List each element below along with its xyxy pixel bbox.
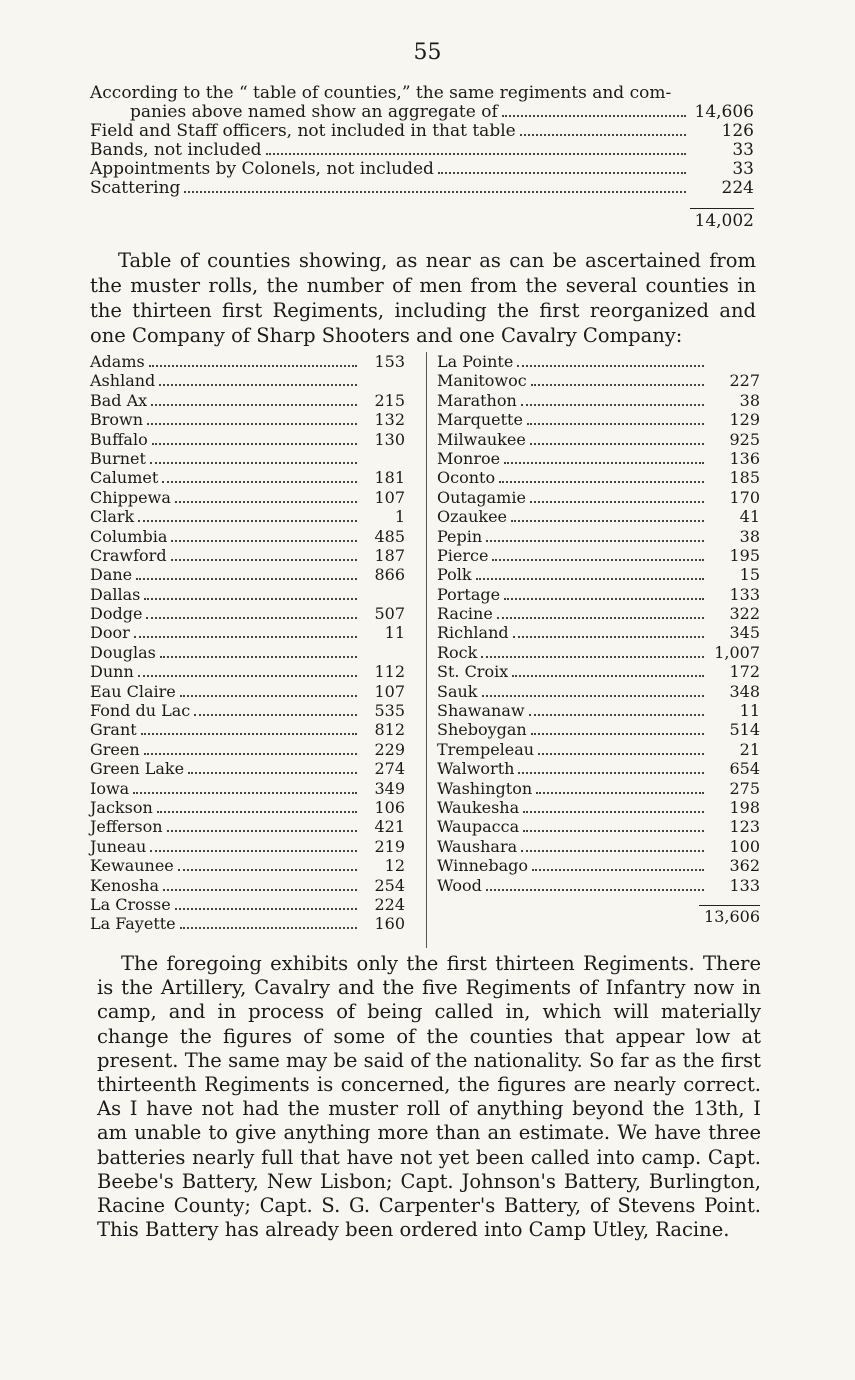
county-count: 507 (374, 604, 405, 624)
county-name: Milwaukee (437, 429, 526, 449)
dot-leader (149, 365, 357, 367)
county-name: Pepin (437, 526, 483, 546)
dot-leader (151, 404, 357, 406)
dot-leader (497, 617, 704, 619)
dot-leader (171, 540, 357, 542)
summary-value: 33 (732, 140, 754, 160)
summary-label: Field and Staff officers, not included in that table (90, 121, 516, 141)
county-row (90, 720, 405, 739)
county-count: 170 (729, 487, 760, 507)
dot-leader (530, 501, 704, 503)
dot-leader (518, 772, 704, 774)
dot-leader (521, 404, 704, 406)
county-name: Dodge (90, 604, 143, 624)
summary-row (90, 141, 754, 160)
county-row (437, 662, 760, 681)
county-count: 925 (729, 429, 760, 449)
summary-value: 33 (732, 159, 754, 179)
dot-leader (486, 540, 704, 542)
county-name: Waukesha (437, 797, 520, 817)
county-name: Richland (437, 623, 509, 643)
dot-leader (175, 908, 357, 910)
county-name: Buffalo (90, 429, 148, 449)
column-divider (426, 352, 427, 948)
dot-leader (530, 443, 704, 445)
county-name: Juneau (90, 836, 147, 856)
county-count: 535 (374, 701, 405, 721)
dot-leader (150, 462, 357, 464)
county-row (90, 876, 405, 895)
county-name: La Pointe (437, 352, 514, 371)
county-name: Monroe (437, 448, 501, 468)
summary-row (90, 122, 754, 141)
county-count: 187 (374, 545, 405, 565)
county-row (437, 585, 760, 604)
dot-leader (162, 481, 357, 483)
county-row (90, 585, 405, 604)
county-name: Adams (90, 352, 145, 371)
county-row (90, 798, 405, 817)
county-count: 274 (374, 759, 405, 779)
county-count: 129 (729, 410, 760, 430)
county-name: Racine (437, 604, 493, 624)
county-count: 654 (729, 759, 760, 779)
dot-leader (180, 927, 357, 929)
county-count: 132 (374, 410, 405, 430)
county-name: Jefferson (90, 817, 163, 837)
county-count: 514 (729, 720, 760, 740)
page-number: 55 (413, 40, 442, 65)
county-name: Dane (90, 565, 133, 585)
county-count: 100 (729, 836, 760, 856)
summary-total-row (90, 209, 754, 233)
dot-leader (147, 423, 357, 425)
dot-leader (175, 501, 357, 503)
dot-leader (482, 695, 705, 697)
county-count: 349 (374, 778, 405, 798)
county-name: Green (90, 739, 140, 759)
county-count: 224 (374, 894, 405, 914)
dot-leader (520, 134, 686, 136)
dot-leader (136, 578, 357, 580)
county-name: Shawanaw (437, 701, 525, 721)
dot-leader (499, 481, 704, 483)
county-name: Burnet (90, 448, 146, 468)
county-count: 866 (374, 565, 405, 585)
county-name: Marquette (437, 410, 523, 430)
county-name: Calumet (90, 468, 159, 488)
county-row (90, 507, 405, 526)
county-row (90, 662, 405, 681)
county-count: 38 (739, 390, 760, 410)
county-count: 345 (729, 623, 760, 643)
county-row (90, 565, 405, 584)
county-count: 107 (374, 487, 405, 507)
county-count: 215 (374, 390, 405, 410)
dot-leader (513, 636, 704, 638)
dot-leader (481, 656, 704, 658)
county-row (437, 565, 760, 584)
dot-leader (133, 792, 357, 794)
dot-leader (138, 675, 357, 677)
county-row (90, 623, 405, 642)
dot-leader (163, 889, 357, 891)
dot-leader (527, 423, 704, 425)
county-row (437, 604, 760, 623)
county-name: Pierce (437, 545, 489, 565)
county-row (90, 371, 405, 390)
dot-leader (167, 830, 357, 832)
county-row (90, 410, 405, 429)
county-name: Chippewa (90, 487, 171, 507)
county-name: Waushara (437, 836, 518, 856)
county-count: 198 (729, 797, 760, 817)
county-name: Marathon (437, 390, 517, 410)
county-row (437, 488, 760, 507)
county-row (90, 546, 405, 565)
county-row (437, 352, 760, 371)
dot-leader (178, 869, 357, 871)
dot-leader (492, 559, 704, 561)
body-paragraph-text: The foregoing exhibits only the first thirteen Regiments. There is the Artillery, Cavalry and the five Regiments of Infantry now in camp, and in process of being called in, which will materially change the figures of some of the counties that appear low at present. The same may be said of the nationality. So far as the first thirteenth Regiments is concerned, the figures are nearly correct. As I have not had the muster roll of anything beyond the 13th, I am unable to give anything more than an estimate. We have three batteries nearly full that have not yet been called into camp. Capt. Beebe's Battery, New Lisbon; Capt. Johnson's Battery, Burlington, Racine County; Capt. S. G. Carpenter's Battery, of Stevens Point. This Battery has already been ordered into Camp Utley, Racine. (97, 952, 761, 1242)
dot-leader (141, 733, 357, 735)
summary-value: 224 (721, 178, 754, 198)
county-count: 136 (729, 448, 760, 468)
county-row (437, 468, 760, 487)
summary-row (90, 160, 754, 179)
county-count: 1 (394, 507, 405, 527)
dot-leader (194, 714, 357, 716)
county-row (437, 391, 760, 410)
dot-leader (536, 792, 704, 794)
summary-label: Bands, not included (90, 140, 262, 160)
dot-leader (538, 753, 704, 755)
county-row (90, 391, 405, 410)
county-count: 275 (729, 778, 760, 798)
county-count: 133 (729, 875, 760, 895)
summary-label: According to the “ table of counties,” the same regiments and com- (90, 83, 672, 103)
county-row (90, 449, 405, 468)
dot-leader (138, 520, 357, 522)
county-row (90, 740, 405, 759)
dot-leader (531, 733, 704, 735)
county-row (90, 856, 405, 875)
county-row (437, 837, 760, 856)
dot-leader (184, 191, 686, 193)
county-row (437, 720, 760, 739)
county-count: 185 (729, 468, 760, 488)
county-count: 219 (374, 836, 405, 856)
county-row (437, 779, 760, 798)
county-count: 181 (374, 468, 405, 488)
county-row (437, 740, 760, 759)
county-count: 15 (739, 565, 760, 585)
county-row (90, 604, 405, 623)
county-count: 348 (729, 681, 760, 701)
county-count: 11 (384, 623, 405, 643)
county-row (437, 430, 760, 449)
dot-leader (529, 714, 704, 716)
county-name: Bad Ax (90, 390, 148, 410)
county-row (90, 468, 405, 487)
county-count: 421 (374, 817, 405, 837)
summary-value: 14,606 (694, 102, 754, 122)
county-row (90, 488, 405, 507)
dot-leader (180, 695, 357, 697)
dot-leader (523, 811, 704, 813)
county-row (90, 701, 405, 720)
county-name: St. Croix (437, 662, 509, 682)
county-name: Eau Claire (90, 681, 176, 701)
county-row (437, 371, 760, 390)
county-count: 160 (374, 914, 405, 934)
county-name: Kewaunee (90, 856, 174, 876)
county-row (90, 914, 405, 933)
county-count: 106 (374, 797, 405, 817)
dot-leader (521, 850, 704, 852)
county-row (90, 837, 405, 856)
aggregate-summary (90, 84, 754, 233)
dot-leader (476, 578, 704, 580)
summary-rows (90, 84, 754, 198)
county-row (437, 643, 760, 662)
county-row (437, 449, 760, 468)
county-count: 485 (374, 526, 405, 546)
county-count: 229 (374, 739, 405, 759)
county-row (437, 623, 760, 642)
county-table-intro-text: Table of counties showing, as near as can be ascertained from the muster rolls, the number of men from the several counties in the thirteen first Regiments, including the first reorganized and one Company of Sharp Shooters and one Cavalry Company: (90, 249, 756, 347)
dot-leader (157, 811, 357, 813)
county-column-right-rows (437, 352, 760, 895)
county-count: 322 (729, 604, 760, 624)
county-name: Outagamie (437, 487, 526, 507)
dot-leader (171, 559, 357, 561)
county-row (90, 527, 405, 546)
county-name: Wood (437, 875, 482, 895)
county-name: La Fayette (90, 914, 176, 934)
county-name: Washington (437, 778, 533, 798)
dot-leader (512, 675, 704, 677)
county-row (90, 430, 405, 449)
county-name: Clark (90, 507, 135, 527)
county-name: La Crosse (90, 894, 171, 914)
county-count: 21 (739, 739, 760, 759)
county-name: Dunn (90, 662, 134, 682)
county-count: 12 (384, 856, 405, 876)
county-column-right (437, 352, 760, 930)
dot-leader (188, 772, 357, 774)
county-name: Kenosha (90, 875, 159, 895)
summary-row (90, 103, 754, 122)
dot-leader (266, 153, 686, 155)
dot-leader (438, 172, 686, 174)
county-row (437, 546, 760, 565)
dot-leader (144, 753, 357, 755)
dot-leader (160, 656, 357, 658)
county-row (437, 759, 760, 778)
county-name: Columbia (90, 526, 168, 546)
county-row (90, 895, 405, 914)
county-row (90, 643, 405, 662)
dot-leader (150, 850, 357, 852)
county-name: Trempeleau (437, 739, 535, 759)
county-name: Dallas (90, 584, 141, 604)
county-count: 812 (374, 720, 405, 740)
county-name: Grant (90, 720, 137, 740)
county-count: 362 (729, 856, 760, 876)
county-row (90, 682, 405, 701)
county-row (437, 798, 760, 817)
county-row (437, 527, 760, 546)
county-name: Iowa (90, 778, 130, 798)
dot-leader (144, 598, 357, 600)
county-table-intro (90, 248, 756, 348)
county-count: 1,007 (714, 642, 760, 662)
county-name: Green Lake (90, 759, 185, 779)
county-count: 133 (729, 584, 760, 604)
county-count: 172 (729, 662, 760, 682)
county-row (90, 759, 405, 778)
county-total-row (437, 906, 760, 930)
summary-row (90, 84, 754, 103)
county-count: 112 (374, 662, 405, 682)
dot-leader (486, 889, 704, 891)
county-name: Sauk (437, 681, 478, 701)
county-count: 41 (739, 507, 760, 527)
county-name: Waupacca (437, 817, 520, 837)
dot-leader (159, 384, 357, 386)
county-count: 227 (729, 371, 760, 391)
county-count: 254 (374, 875, 405, 895)
dot-leader (504, 462, 704, 464)
summary-row (90, 179, 754, 198)
summary-value: 126 (721, 121, 754, 141)
county-row (437, 682, 760, 701)
county-column-left (90, 352, 405, 934)
county-count: 123 (729, 817, 760, 837)
body-paragraph (97, 952, 761, 1242)
county-row (437, 856, 760, 875)
county-name: Rock (437, 642, 478, 662)
summary-label: Scattering (90, 178, 181, 198)
dot-leader (504, 598, 704, 600)
county-count: 11 (739, 701, 760, 721)
county-count: 195 (729, 545, 760, 565)
county-name: Polk (437, 565, 472, 585)
county-row (90, 779, 405, 798)
county-name: Winnebago (437, 856, 529, 876)
county-total-value: 13,606 (704, 906, 760, 926)
county-row (437, 507, 760, 526)
dot-leader (511, 520, 704, 522)
county-name: Jackson (90, 797, 153, 817)
county-name: Walworth (437, 759, 515, 779)
summary-label: Appointments by Colonels, not included (90, 159, 434, 179)
county-row (90, 817, 405, 836)
dot-leader (146, 617, 357, 619)
dot-leader (532, 869, 704, 871)
county-count: 130 (374, 429, 405, 449)
county-name: Fond du Lac (90, 701, 191, 721)
county-count: 107 (374, 681, 405, 701)
summary-total-value: 14,002 (694, 211, 754, 231)
summary-label: panies above named show an aggregate of (130, 102, 498, 122)
county-row (437, 701, 760, 720)
county-name: Oconto (437, 468, 496, 488)
dot-leader (502, 115, 686, 117)
county-name: Brown (90, 410, 144, 430)
county-name: Douglas (90, 642, 156, 662)
dot-leader (531, 384, 704, 386)
county-name: Portage (437, 584, 501, 604)
county-name: Ozaukee (437, 507, 508, 527)
county-name: Crawford (90, 545, 167, 565)
dot-leader (134, 636, 357, 638)
county-name: Manitowoc (437, 371, 527, 391)
county-count: 38 (739, 526, 760, 546)
dot-leader (517, 365, 704, 367)
county-count: 153 (374, 352, 405, 371)
dot-leader (152, 443, 357, 445)
county-name: Door (90, 623, 130, 643)
county-row (90, 352, 405, 371)
county-row (437, 817, 760, 836)
county-row (437, 410, 760, 429)
dot-leader (523, 830, 704, 832)
county-name: Ashland (90, 371, 156, 391)
county-name: Sheboygan (437, 720, 527, 740)
county-row (437, 876, 760, 895)
